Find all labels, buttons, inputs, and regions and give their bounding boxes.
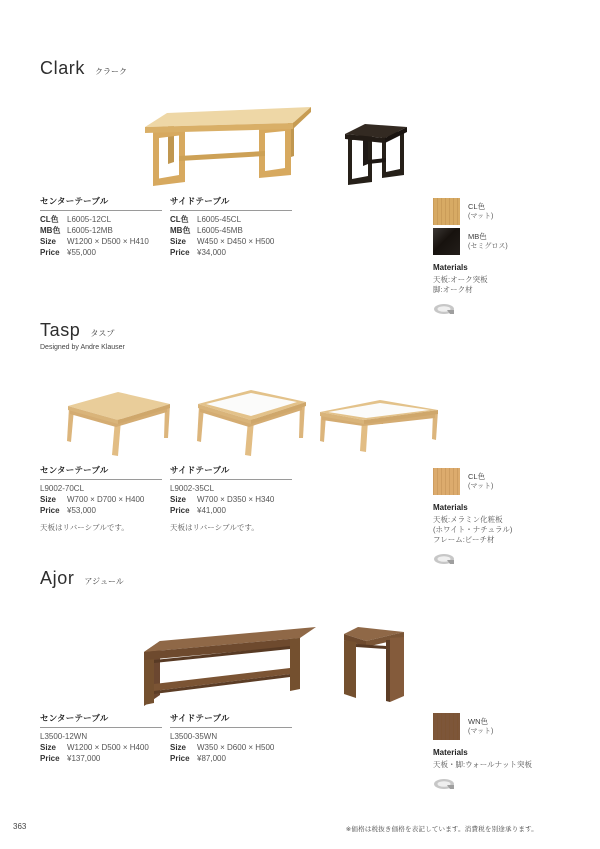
spec-row <box>170 227 292 235</box>
section-kana: クラーク <box>95 67 128 76</box>
spec-row <box>170 496 292 504</box>
swatch-finish: (マット) <box>468 213 494 221</box>
swatch-label <box>468 472 493 492</box>
swatch-name: CL色 <box>468 471 486 481</box>
spec-value: L6005-12CL <box>67 215 112 224</box>
product-spec-column <box>170 195 292 260</box>
swatch-item <box>433 198 573 225</box>
section-title: Clark <box>40 58 86 78</box>
spec-row <box>170 733 292 741</box>
spec-row <box>40 216 162 224</box>
spec-row <box>40 496 162 504</box>
color-swatch <box>433 468 460 495</box>
product-image-tasp-side-table <box>318 394 440 456</box>
spec-row <box>170 507 292 515</box>
swatch-name: MB色 <box>468 231 487 241</box>
spec-value: L6005-45MB <box>197 225 243 235</box>
spec-label: MB色 <box>170 225 191 235</box>
brand-mark-icon <box>433 553 457 566</box>
spec-value: ¥41,000 <box>197 505 226 515</box>
spec-label: Price <box>40 505 60 515</box>
swatch-finish: (マット) <box>468 483 494 491</box>
brand-mark-icon <box>433 303 457 316</box>
product-type-header: センターテーブル <box>40 195 162 211</box>
spec-row <box>170 744 292 752</box>
spec-row <box>40 238 162 246</box>
product-image-ajor-center-table <box>138 616 316 708</box>
product-spec-column <box>40 712 162 766</box>
section-header <box>40 58 127 79</box>
page-number: 363 <box>13 822 27 831</box>
spec-value: L3500-12WN <box>40 732 88 741</box>
spec-row <box>40 485 162 493</box>
spec-value: W700 × D700 × H400 <box>67 494 145 504</box>
section-header <box>40 568 124 589</box>
spec-value: ¥137,000 <box>67 753 101 763</box>
spec-value: L6005-12MB <box>67 225 113 235</box>
materials-line: フレーム:ビーチ材 <box>433 535 495 544</box>
spec-value: W1200 × D500 × H400 <box>67 742 149 752</box>
swatch-label <box>468 202 493 222</box>
product-image-ajor-side-table <box>342 622 406 706</box>
spec-row <box>170 249 292 257</box>
product-image-tasp-center-table-natural <box>66 382 172 458</box>
product-note: 天板はリバーシブルです。 <box>170 523 259 533</box>
color-swatch <box>433 198 460 225</box>
spec-row <box>170 238 292 246</box>
swatch-name: WN色 <box>468 716 488 726</box>
spec-value: L9002-35CL <box>170 484 215 493</box>
spec-value: W450 × D450 × H500 <box>197 236 275 246</box>
spec-label: CL色 <box>170 215 189 224</box>
swatch-item <box>433 713 573 740</box>
spec-label: Size <box>40 494 57 504</box>
section-kana: タスプ <box>90 329 115 338</box>
product-type-header: センターテーブル <box>40 464 162 480</box>
product-type-header: サイドテーブル <box>170 464 292 480</box>
product-type-header: サイドテーブル <box>170 195 292 211</box>
swatch-column <box>433 713 573 791</box>
spec-value: L3500-35WN <box>170 732 218 741</box>
swatch-column <box>433 198 573 316</box>
materials-line: 天板:メラミン化粧板 <box>433 515 503 524</box>
spec-label: Price <box>170 505 190 515</box>
spec-row <box>170 755 292 763</box>
swatch-finish: (セミグロス) <box>468 243 508 251</box>
spec-label: CL色 <box>40 215 59 224</box>
product-note: 天板はリバーシブルです。 <box>40 523 129 533</box>
product-spec-column <box>40 464 162 533</box>
swatch-finish: (マット) <box>468 728 494 736</box>
materials-line: 天板:オーク突板 <box>433 275 488 284</box>
spec-row <box>40 227 162 235</box>
spec-row <box>40 507 162 515</box>
swatch-name: CL色 <box>468 201 486 211</box>
swatch-item <box>433 228 573 255</box>
product-type-header: センターテーブル <box>40 712 162 728</box>
swatch-item <box>433 468 573 495</box>
materials-line: 脚:オーク材 <box>433 285 473 294</box>
section-header <box>40 320 114 341</box>
price-footnote: ※価格は税抜き価格を表記しています。消費税を別途承ります。 <box>345 826 538 833</box>
spec-value: W1200 × D500 × H410 <box>67 236 149 246</box>
spec-label: Size <box>170 742 187 752</box>
spec-value: L9002-70CL <box>40 484 85 493</box>
spec-label: MB色 <box>40 225 61 235</box>
brand-mark-icon <box>433 778 457 791</box>
swatch-label <box>468 232 508 252</box>
product-spec-column <box>170 464 292 533</box>
spec-value: L6005-45CL <box>197 215 242 224</box>
materials-line: (ホワイト・ナチュラル) <box>433 525 513 534</box>
spec-label: Size <box>170 494 187 504</box>
spec-label: Size <box>170 236 187 246</box>
spec-value: ¥34,000 <box>197 247 226 257</box>
spec-label: Price <box>40 247 60 257</box>
spec-label: Price <box>40 753 60 763</box>
spec-row <box>40 249 162 257</box>
spec-label: Price <box>170 753 190 763</box>
spec-row <box>40 733 162 741</box>
section-kana: アジュール <box>84 577 124 586</box>
spec-value: ¥55,000 <box>67 247 96 257</box>
spec-label: Size <box>40 742 57 752</box>
product-spec-column <box>40 195 162 260</box>
product-spec-column <box>170 712 292 766</box>
product-image-clark-side-table <box>343 112 409 188</box>
spec-value: ¥53,000 <box>67 505 96 515</box>
section-title: Tasp <box>40 320 81 340</box>
spec-value: W350 × D600 × H500 <box>197 742 275 752</box>
materials-title: Materials <box>433 748 468 757</box>
swatch-column <box>433 468 573 566</box>
section-title: Ajor <box>40 568 75 588</box>
color-swatch <box>433 713 460 740</box>
color-swatch <box>433 228 460 255</box>
product-image-tasp-center-table-white <box>196 380 308 458</box>
product-type-header: サイドテーブル <box>170 712 292 728</box>
spec-label: Size <box>40 236 57 246</box>
materials-line: 天板・脚:ウォールナット突板 <box>433 760 532 769</box>
product-image-clark-center-table <box>140 98 315 190</box>
materials-title: Materials <box>433 263 468 272</box>
swatch-label <box>468 717 493 737</box>
spec-value: ¥87,000 <box>197 753 226 763</box>
spec-row <box>40 744 162 752</box>
spec-row <box>40 755 162 763</box>
spec-row <box>170 485 292 493</box>
materials-title: Materials <box>433 503 468 512</box>
spec-value: W700 × D350 × H340 <box>197 494 275 504</box>
spec-row <box>170 216 292 224</box>
designer-credit: Designed by Andre Klauser <box>40 344 125 351</box>
spec-label: Price <box>170 247 190 257</box>
